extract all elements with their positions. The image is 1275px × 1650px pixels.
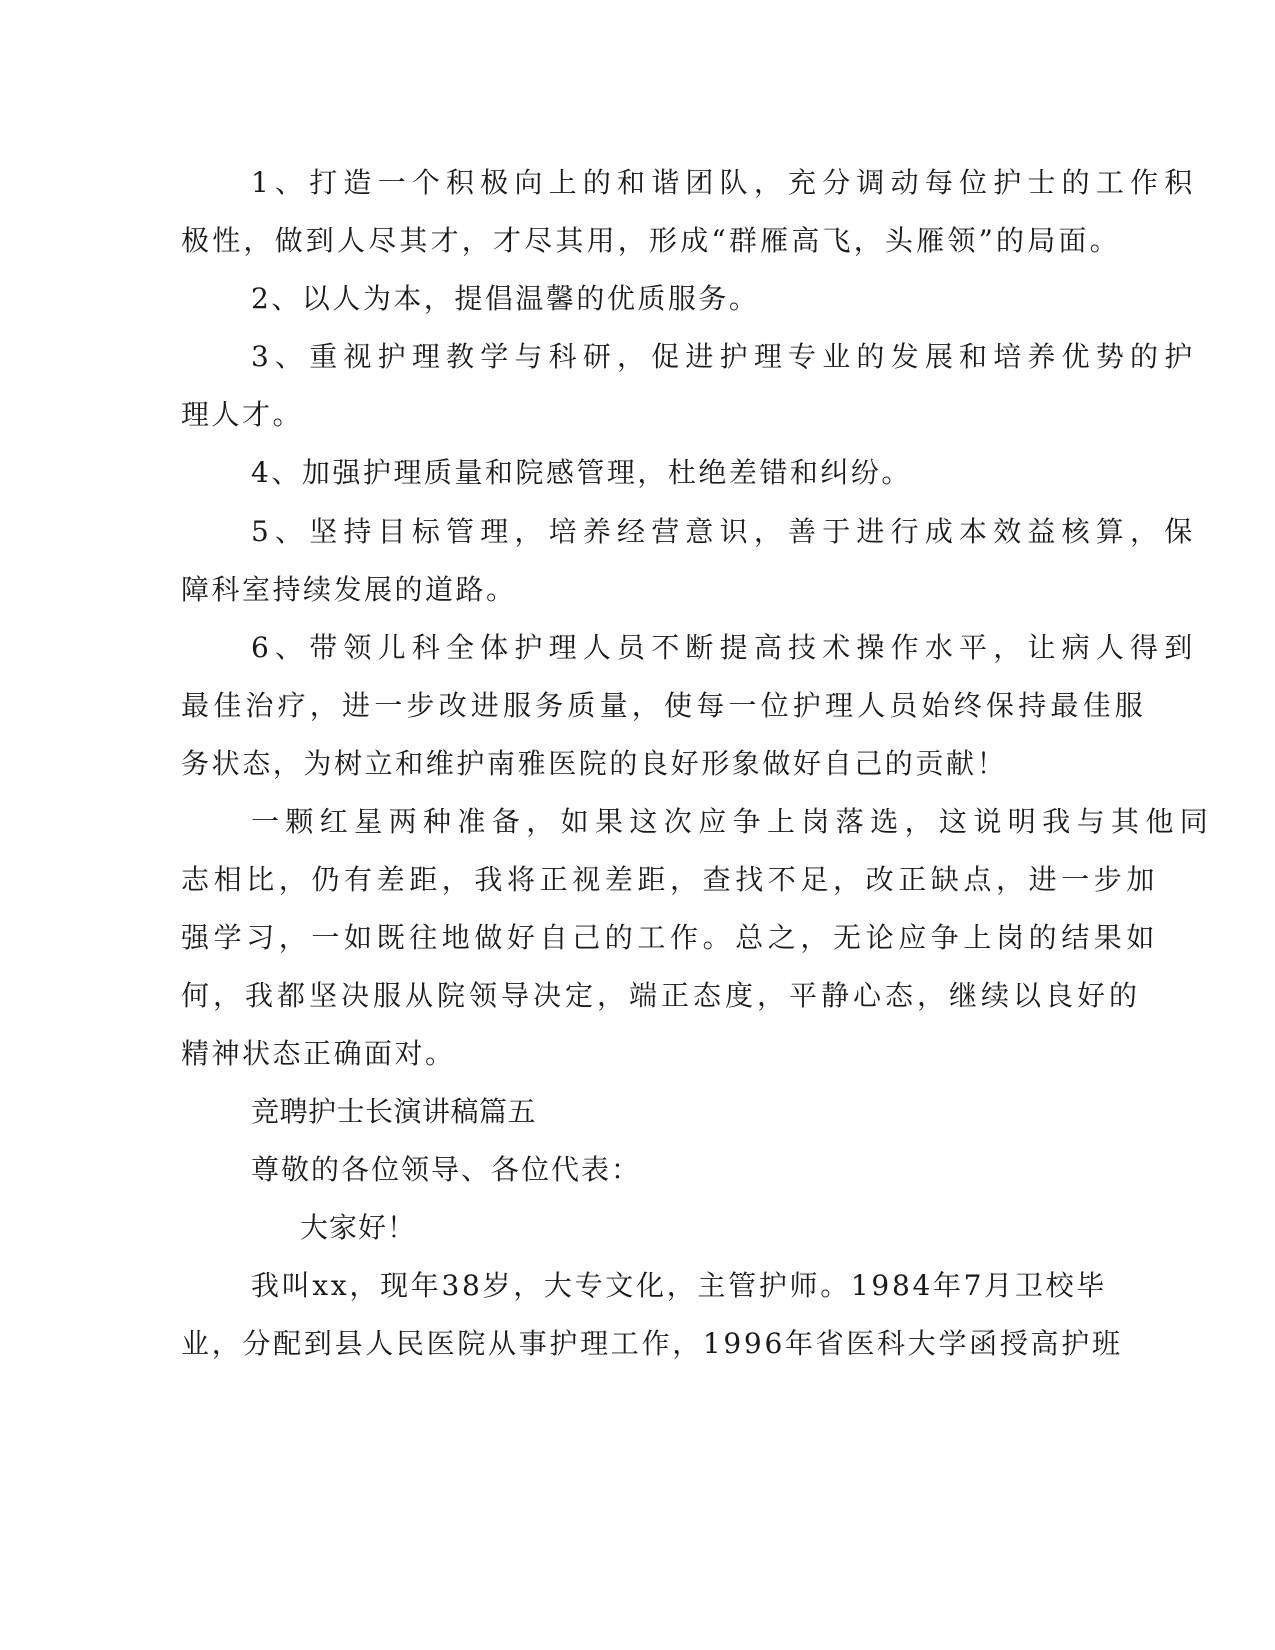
text-line: 极性，做到人尽其才，才尽其用，形成“群雁高飞，头雁领”的局面。	[181, 224, 1121, 257]
text-line: 理人才。	[181, 398, 304, 431]
text-line: 精神状态正确面对。	[181, 1037, 456, 1070]
text-line: 2、以人为本，提倡温馨的优质服务。	[251, 282, 760, 315]
text-line: 3、重视护理教学与科研，促进护理专业的发展和培养优势的护	[251, 340, 1199, 373]
text-line: 障科室持续发展的道路。	[181, 573, 517, 606]
text-line: 我叫xx，现年38岁，大专文化，主管护师。1984年7月卫校毕	[251, 1269, 1107, 1302]
text-line: 5、坚持目标管理，培养经营意识，善于进行成本效益核算，保	[251, 515, 1199, 548]
text-line: 4、加强护理质量和院感管理，杜绝差错和纠纷。	[251, 456, 912, 489]
text-line: 业，分配到县人民医院从事护理工作，1996年省医科大学函授高护班	[181, 1327, 1123, 1360]
text-line: 强学习，一如既往地做好自己的工作。总之，无论应争上岗的结果如	[181, 921, 1160, 954]
text-line: 志相比，仍有差距，我将正视差距，查找不足，改正缺点，进一步加	[181, 863, 1160, 896]
greeting: 大家好！	[300, 1211, 417, 1244]
text-line: 6、带领儿科全体护理人员不断提高技术操作水平，让病人得到	[251, 631, 1199, 664]
text-line: 一颗红星两种准备，如果这次应争上岗落选，这说明我与其他同	[251, 805, 1215, 838]
text-line: 务状态，为树立和维护南雅医院的良好形象做好自己的贡献！	[181, 747, 1008, 780]
text-line: 何，我都坚决服从院领导决定，端正态度，平静心态，继续以良好的	[181, 979, 1142, 1012]
salutation: 尊敬的各位领导、各位代表：	[251, 1153, 642, 1186]
text-line: 最佳治疗，进一步改进服务质量，使每一位护理人员始终保持最佳服	[181, 689, 1148, 722]
section-heading: 竞聘护士长演讲稿篇五	[251, 1095, 537, 1128]
text-line: 1、打造一个积极向上的和谐团队，充分调动每位护士的工作积	[251, 166, 1199, 199]
